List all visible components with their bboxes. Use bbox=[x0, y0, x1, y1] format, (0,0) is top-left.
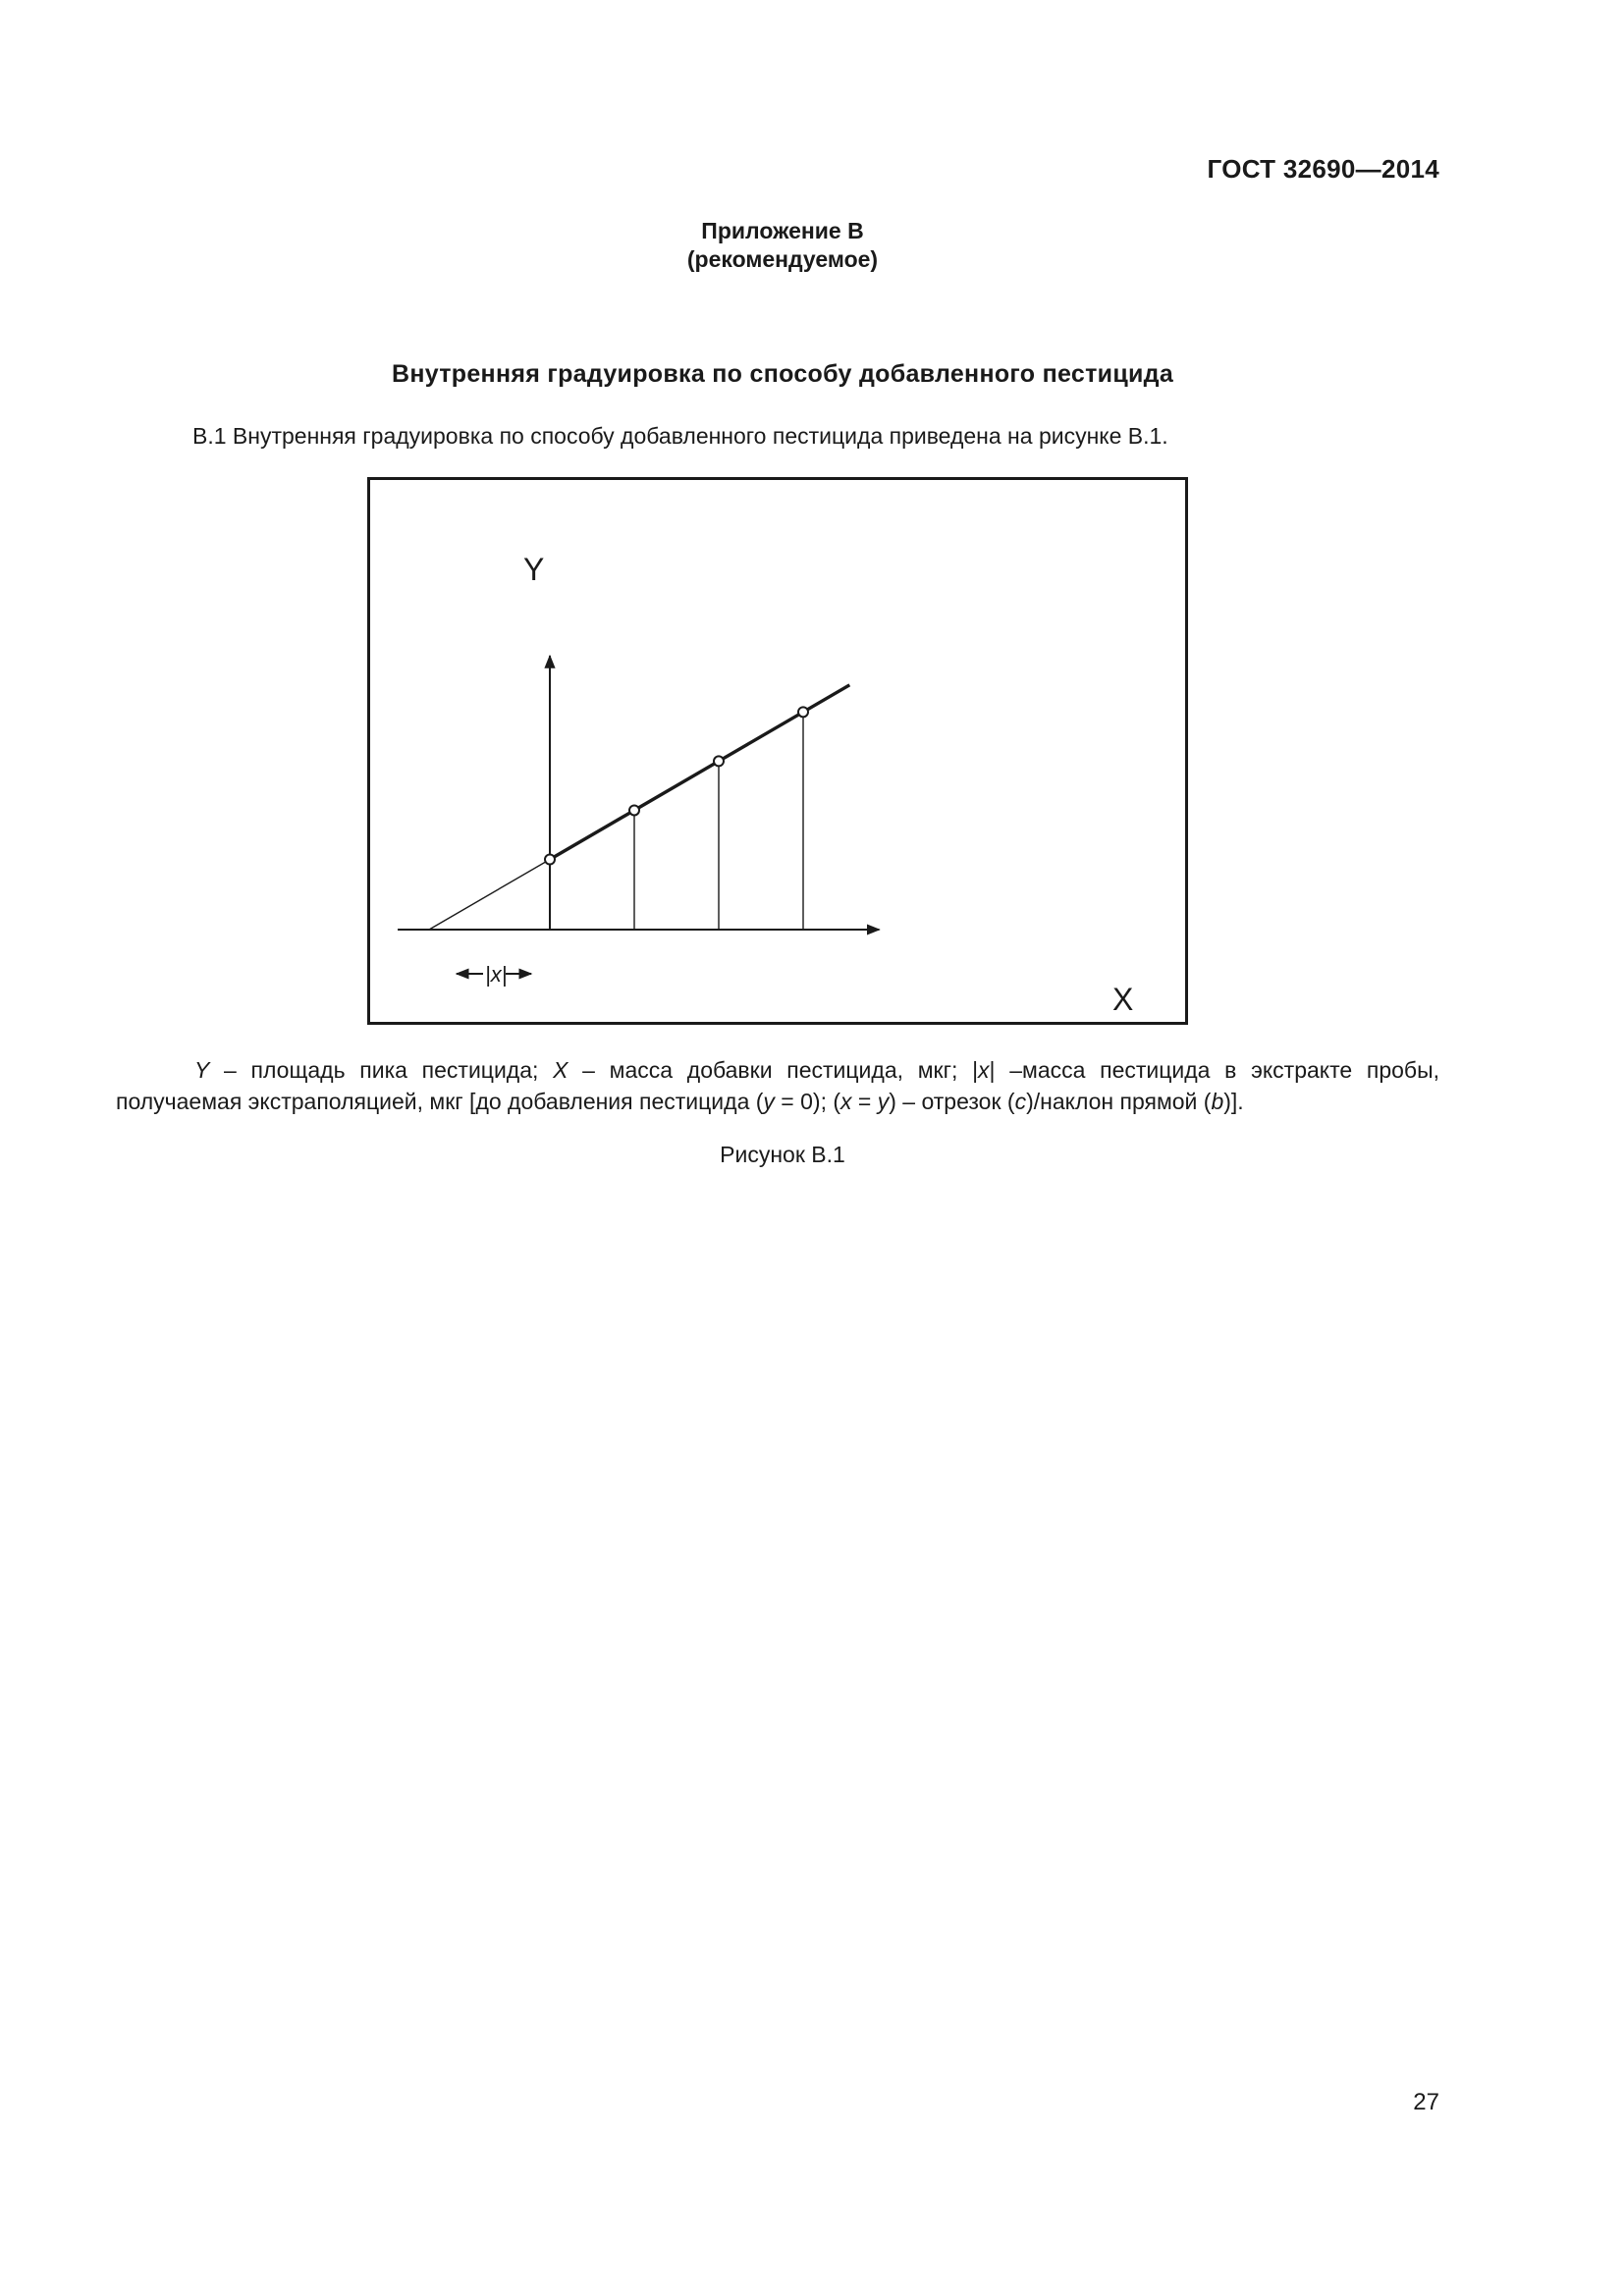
page-number: 27 bbox=[1413, 2089, 1439, 2115]
legend-fragment: c bbox=[1014, 1089, 1027, 1114]
section-heading: Внутренняя градуировка по способу добавленного пестицида bbox=[391, 360, 1174, 388]
figure-legend bbox=[116, 1054, 1439, 1117]
data-point bbox=[545, 855, 555, 865]
data-point bbox=[629, 805, 639, 815]
legend-fragment: y bbox=[877, 1089, 890, 1114]
legend-fragment: = 0); ( bbox=[774, 1089, 841, 1114]
legend-fragment: y bbox=[763, 1089, 775, 1114]
legend-fragment: X bbox=[553, 1057, 568, 1083]
legend-fragment: )/наклон прямой ( bbox=[1026, 1089, 1212, 1114]
legend-fragment: – площадь пика пестицида; bbox=[209, 1057, 554, 1083]
legend-fragment: – масса добавки пестицида, мкг; | bbox=[568, 1057, 979, 1083]
extrapolation-line bbox=[429, 860, 550, 931]
document-code: ГОСТ 32690—2014 bbox=[1207, 154, 1439, 184]
intro-paragraph: В.1 Внутренняя градуировка по способу добавленного пестицида приведена на рисунке В.1. bbox=[192, 423, 1168, 449]
intercept-annotation bbox=[457, 962, 531, 987]
figure-caption: Рисунок В.1 bbox=[720, 1142, 845, 1167]
legend-fragment: Y bbox=[194, 1057, 210, 1083]
annex-title: Приложение В bbox=[701, 218, 864, 243]
legend-line-2 bbox=[116, 1086, 1439, 1117]
legend-fragment: x bbox=[978, 1057, 990, 1083]
legend-fragment: x bbox=[840, 1089, 852, 1114]
legend-fragment: = bbox=[851, 1089, 878, 1114]
intercept-label: |x| bbox=[485, 962, 508, 987]
calibration-chart bbox=[370, 480, 1185, 1022]
legend-fragment: | –масса пестицида в экстракте пробы, bbox=[989, 1057, 1440, 1083]
legend-fragment: )]. bbox=[1223, 1089, 1244, 1114]
figure-frame bbox=[367, 477, 1188, 1025]
legend-fragment: получаемая экстраполяцией, мкг [до добавления пестицида ( bbox=[116, 1089, 764, 1114]
x-axis-label: X bbox=[1112, 982, 1134, 1017]
legend-line-1 bbox=[116, 1054, 1439, 1086]
legend-fragment: b bbox=[1211, 1089, 1224, 1114]
annex-subtitle: (рекомендуемое) bbox=[686, 246, 879, 272]
y-axis-label: Y bbox=[523, 552, 545, 587]
legend-fragment: ) – отрезок ( bbox=[889, 1089, 1015, 1114]
data-point bbox=[714, 756, 724, 766]
data-point bbox=[798, 707, 808, 717]
